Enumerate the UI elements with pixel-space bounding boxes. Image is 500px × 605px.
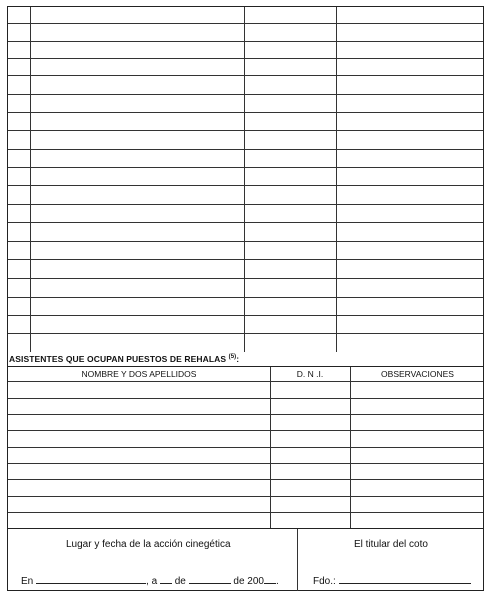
table-row-line <box>8 414 483 415</box>
signature-footer <box>8 528 483 591</box>
upper-row-line <box>8 94 483 95</box>
upper-row-line <box>8 75 483 76</box>
signature-field[interactable] <box>339 574 471 584</box>
table-row-line <box>8 430 483 431</box>
place-field[interactable] <box>36 574 146 584</box>
upper-row-line <box>8 41 483 42</box>
de-label: de <box>174 576 186 587</box>
upper-row-line <box>8 259 483 260</box>
month-field[interactable] <box>189 574 231 584</box>
fdo-label: Fdo.: <box>313 576 336 587</box>
en-label: En <box>21 576 34 587</box>
a-label: , a <box>146 576 158 587</box>
day-field[interactable] <box>160 574 172 584</box>
table-row-line <box>8 512 483 513</box>
upper-table <box>8 7 483 352</box>
place-date-line <box>21 574 279 587</box>
upper-row-line <box>8 112 483 113</box>
col-header-observaciones: OBSERVACIONES <box>381 369 454 379</box>
lower-col-divider <box>350 367 351 529</box>
signature-line <box>313 574 471 587</box>
upper-row-line <box>8 204 483 205</box>
footer-divider <box>297 529 298 591</box>
table-row-line <box>8 398 483 399</box>
upper-row-line <box>8 149 483 150</box>
upper-row-line <box>8 185 483 186</box>
lower-col-divider <box>270 367 271 529</box>
upper-row-line <box>8 23 483 24</box>
place-date-label: Lugar y fecha de la acción cinegética <box>66 539 231 550</box>
upper-row-line <box>8 297 483 298</box>
form-page <box>7 6 484 591</box>
table-row-line <box>8 463 483 464</box>
table-row-line <box>8 447 483 448</box>
table-row-line <box>8 496 483 497</box>
upper-row-line <box>8 315 483 316</box>
section-title: ASISTENTES QUE OCUPAN PUESTOS DE REHALAS $^{(5)}$: <box>9 354 240 364</box>
section-note: (5) <box>228 354 237 361</box>
upper-row-line <box>8 278 483 279</box>
upper-row-line <box>8 333 483 334</box>
col-header-dni: D. N .I. <box>296 369 324 379</box>
upper-row-line <box>8 222 483 223</box>
year-field[interactable] <box>264 574 276 584</box>
upper-row-line <box>8 130 483 131</box>
period: . <box>275 576 279 587</box>
titular-label: El titular del coto <box>354 539 428 550</box>
section-title-text: ASISTENTES QUE OCUPAN PUESTOS DE REHALAS <box>9 354 227 364</box>
col-header-name: NOMBRE Y DOS APELLIDOS <box>81 369 197 379</box>
upper-row-line <box>8 241 483 242</box>
upper-row-line <box>8 167 483 168</box>
de200-label: de 200 <box>233 576 264 587</box>
upper-row-line <box>8 58 483 59</box>
rehalas-table <box>8 366 483 529</box>
table-row-line <box>8 381 483 382</box>
table-row-line <box>8 479 483 480</box>
